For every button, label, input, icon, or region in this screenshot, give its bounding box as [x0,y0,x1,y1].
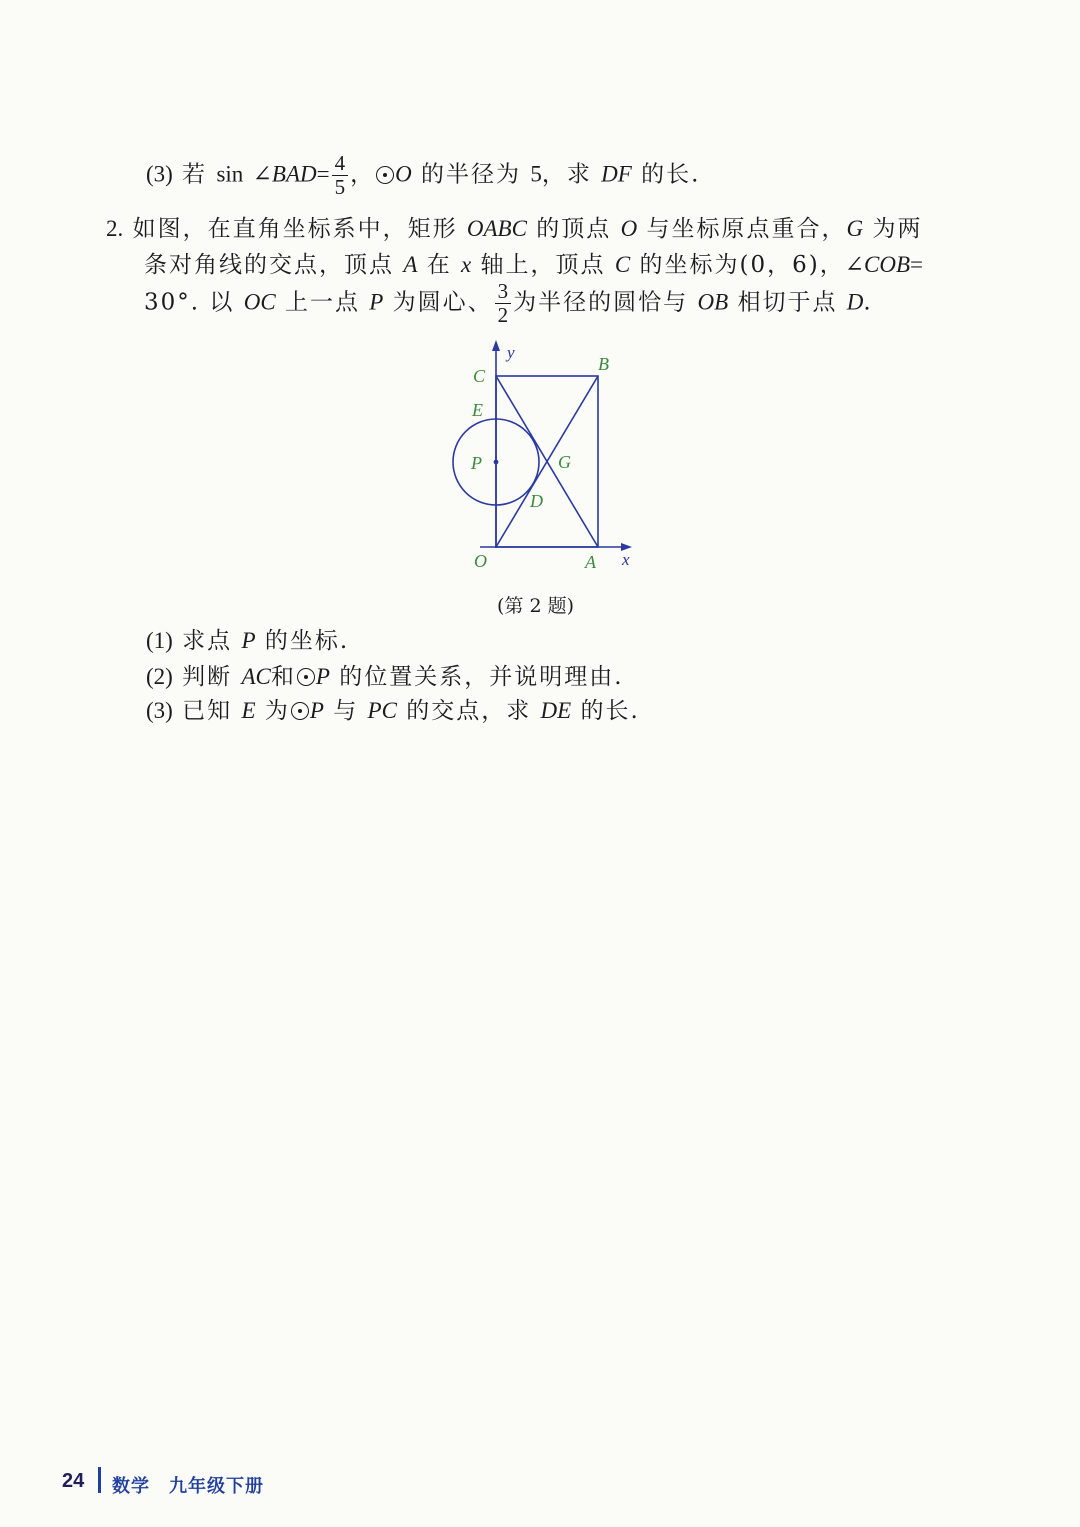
center-point-p [494,460,499,465]
sub-text: 的交点，求 [406,698,532,724]
sub-text: 判断 [182,664,233,690]
radius-value: 5 [530,161,542,187]
q2-text: 为圆心、 [392,289,493,316]
fraction-denominator: 5 [334,175,346,199]
q2-text: 上一点 [284,289,360,316]
circle-dot-icon [376,166,394,184]
q2-text: 为半径的圆恰与 [513,289,689,316]
point-p: P [241,628,256,653]
y-axis-arrow-icon [492,340,500,351]
q2-text: 相切于点 [737,289,838,316]
q2-text: 30°. 以 [144,289,235,316]
q1-part3-line [146,152,700,199]
equals-sign: = [910,252,923,277]
label-e: E [472,400,483,420]
label-a: A [585,552,596,572]
angle-symbol: ∠ [844,252,864,277]
sub-question-3 [146,692,640,725]
q2-text: 如图，在直角坐标系中，矩形 [132,216,458,242]
point-p: P [309,698,324,723]
sub-question-2 [146,658,624,691]
q2-text: 与坐标原点重合， [646,216,847,242]
circle-dot-icon [297,668,315,686]
label-d: D [530,491,543,511]
sub-label: (3) [146,698,173,723]
q2-text: 轴上，顶点 [480,252,606,278]
q1-part3-label: (3) [146,161,173,187]
q2-text: 的顶点 [536,216,612,242]
segment-de: DE [540,698,572,723]
q1-text: 的半径为 [421,161,522,188]
sub-text: 的坐标. [264,628,350,654]
point-c: C [614,252,631,277]
label-p: P [471,453,482,473]
segment-ob: OB [697,289,729,315]
equals-sign: = [316,161,330,187]
sub-text: 已知 [182,698,233,724]
sub-text: 的位置关系，并说明理由. [339,664,624,690]
label-o: O [474,551,487,571]
label-g: G [558,452,571,472]
point-p: P [369,289,384,315]
circle-dot-icon [291,702,309,720]
point-p: P [315,664,330,689]
angle-name: COB [864,252,910,277]
q2-text: 在 [426,252,452,278]
point-a: A [403,252,418,277]
point-o: O [620,216,638,241]
q1-text: 的长. [641,161,701,188]
sub-question-1 [146,622,349,655]
sub-text: 和 [270,664,296,690]
q2-line-1 [106,210,922,243]
sin-text: sin [216,161,244,187]
footer-divider [98,1467,101,1493]
question-number: 2. [106,216,124,241]
fraction-numerator: 3 [495,280,512,304]
point-g: G [846,216,864,241]
sub-text: 求点 [182,628,233,654]
page-number: 24 [62,1470,85,1492]
q2-text: 的坐标为(0，6)， [639,252,845,278]
point-e: E [241,698,256,723]
label-c: C [473,366,486,386]
label-b: B [598,354,609,374]
circle-name: O [395,161,412,187]
q2-text: 为两 [872,216,923,242]
sub-label: (2) [146,664,173,689]
segment-ac: AC [241,664,271,689]
angle-name: BAD [271,161,317,187]
point-d: D [846,289,864,315]
segment-oc: OC [243,289,276,315]
comma: ， [350,161,376,188]
angle-symbol: ∠ [252,161,272,187]
q1-text: 若 [182,161,208,188]
fraction-denominator: 2 [497,303,509,327]
q2-line-2 [144,246,923,279]
fraction-4-5 [332,152,349,199]
sub-label: (1) [146,628,173,653]
book-title: 数学 九年级下册 [112,1476,264,1496]
geometry-figure [440,338,650,578]
x-axis-name: x [461,252,472,277]
segment-pc: PC [367,698,397,723]
q2-line-3 [144,280,873,327]
rect-name: OABC [466,216,527,241]
q2-text: 条对角线的交点，顶点 [144,252,394,278]
figure-caption: (第 2 题) [497,595,574,617]
sub-text: 为 [264,698,290,724]
fraction-3-2 [495,280,512,327]
period: . [863,289,873,316]
segment-name: DF [601,161,632,187]
label-y: y [507,343,515,362]
q1-text: ，求 [541,161,592,188]
sub-text: 与 [333,698,359,724]
label-x: x [622,550,630,569]
fraction-numerator: 4 [332,152,349,176]
sub-text: 的长. [580,698,640,724]
